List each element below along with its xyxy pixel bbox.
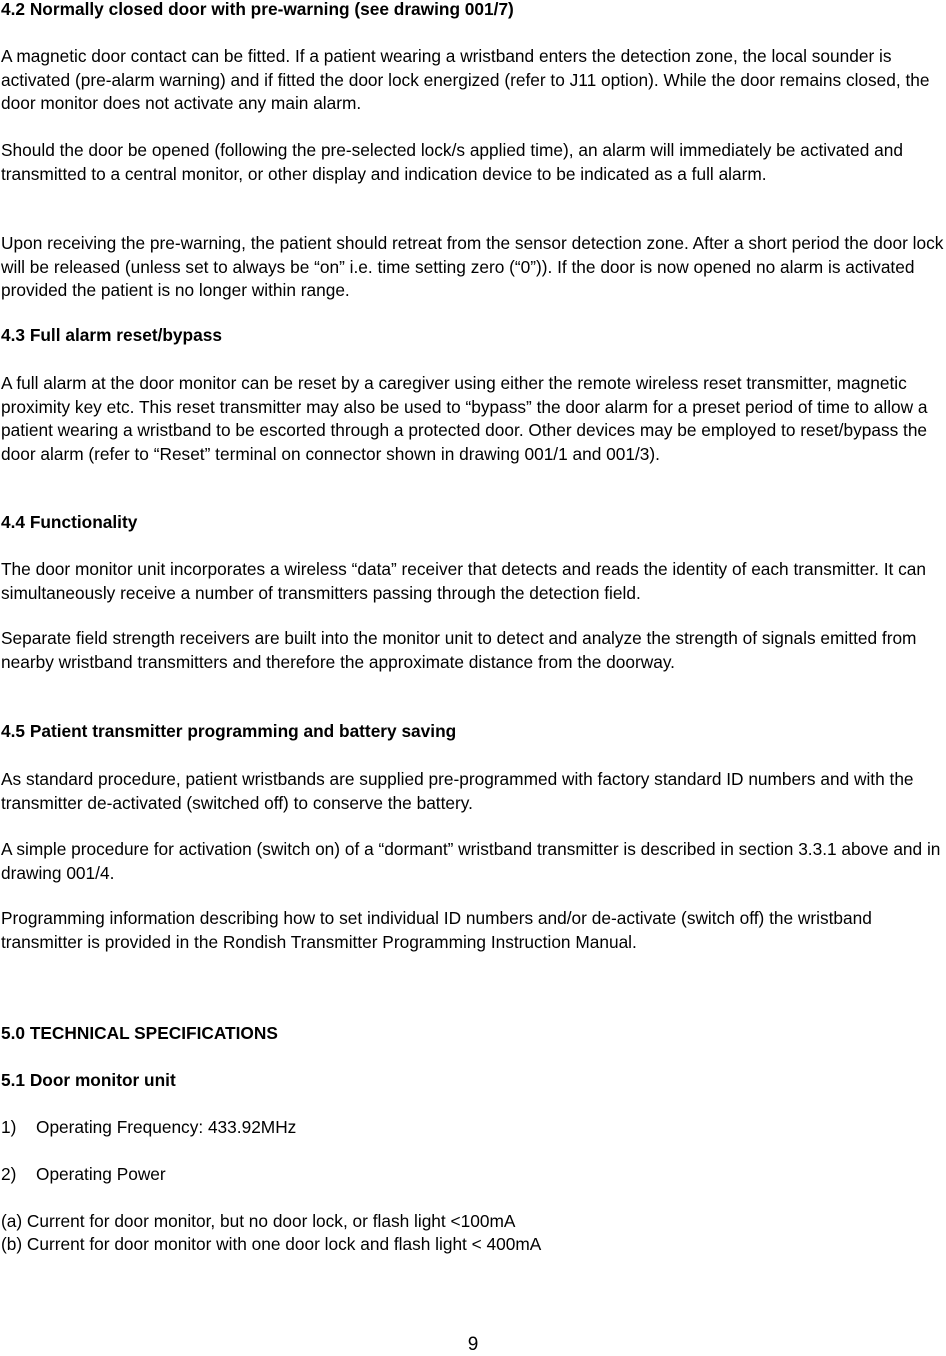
section-4-5-heading: 4.5 Patient transmitter programming and battery saving [1,721,457,741]
section-4-4-heading: 4.4 Functionality [1,512,138,532]
section-4-3-paragraph-1: A full alarm at the door monitor can be reset by a caregiver using either the remote wireless reset transmitter, magnetic proximity key etc. This reset transmitter may also be used to “bypass” the door alarm for a preset period of time to allow a patient wearing a wristband to be escorted through a protected door. Other devices may be employed to reset/bypass the door alarm (refer to “Reset” terminal on connector shown in drawing 001/1 and 001/3). [1,373,928,464]
section-5-1-heading: 5.1 Door monitor unit [1,1070,176,1090]
section-4-3-heading: 4.3 Full alarm reset/bypass [1,325,222,345]
section-4-2-paragraph-1: A magnetic door contact can be fitted. If a patient wearing a wristband enters the detection zone, the local sounder is activated (pre-alarm warning) and if fitted the door lock energized (refer to J11 option). While the door remains closed, the door monitor does not activate any main alarm. [1,46,930,113]
spec-sub-item-b: (b) Current for door monitor with one door lock and flash light < 400mA [1,1234,542,1254]
section-4-5-paragraph-1: As standard procedure, patient wristbands are supplied pre-programmed with factory standard ID numbers and with the transmitter de-activated (switched off) to conserve the battery. [1,769,914,813]
spec-item [1,1163,166,1187]
section-4-5-paragraph-3: Programming information describing how to set individual ID numbers and/or de-activate (switch off) the wristband transmitter is provided in the Rondish Transmitter Programming Instruction Manual. [1,908,872,952]
page-number: 9 [467,1334,479,1355]
spec-item-text: Operating Power [36,1164,166,1184]
spec-item [1,1116,296,1140]
spec-item-number: 1) [1,1117,17,1137]
section-4-4-paragraph-2: Separate field strength receivers are built into the monitor unit to detect and analyze the strength of signals emitted from nearby wristband transmitters and therefore the approximate distance from the doorway. [1,628,917,672]
section-4-2-heading: 4.2 Normally closed door with pre-warning (see drawing 001/7) [1,0,514,19]
section-4-4-paragraph-1: The door monitor unit incorporates a wireless “data” receiver that detects and reads the identity of each transmitter. It can simultaneously receive a number of transmitters passing through the detection field. [1,559,927,603]
spec-sub-item-a: (a) Current for door monitor, but no door lock, or flash light <100mA [1,1211,516,1231]
spec-item-number: 2) [1,1164,17,1184]
section-4-2-paragraph-3: Upon receiving the pre-warning, the patient should retreat from the sensor detection zone. After a short period the door lock will be released (unless set to always be “on” i.e. time setting zero (“0”)). If the door is now opened no alarm is activated provided the patient is no longer within range. [1,233,944,300]
spec-item-text: Operating Frequency: 433.92MHz [36,1117,297,1137]
section-5-0-heading: 5.0 TECHNICAL SPECIFICATIONS [1,1023,278,1043]
section-4-2-paragraph-2: Should the door be opened (following the pre-selected lock/s applied time), an alarm will immediately be activated and transmitted to a central monitor, or other display and indication device to be indicated as a full alarm. [1,140,904,184]
section-4-5-paragraph-2: A simple procedure for activation (switch on) of a “dormant” wristband transmitter is described in section 3.3.1 above and in drawing 001/4. [1,839,941,883]
